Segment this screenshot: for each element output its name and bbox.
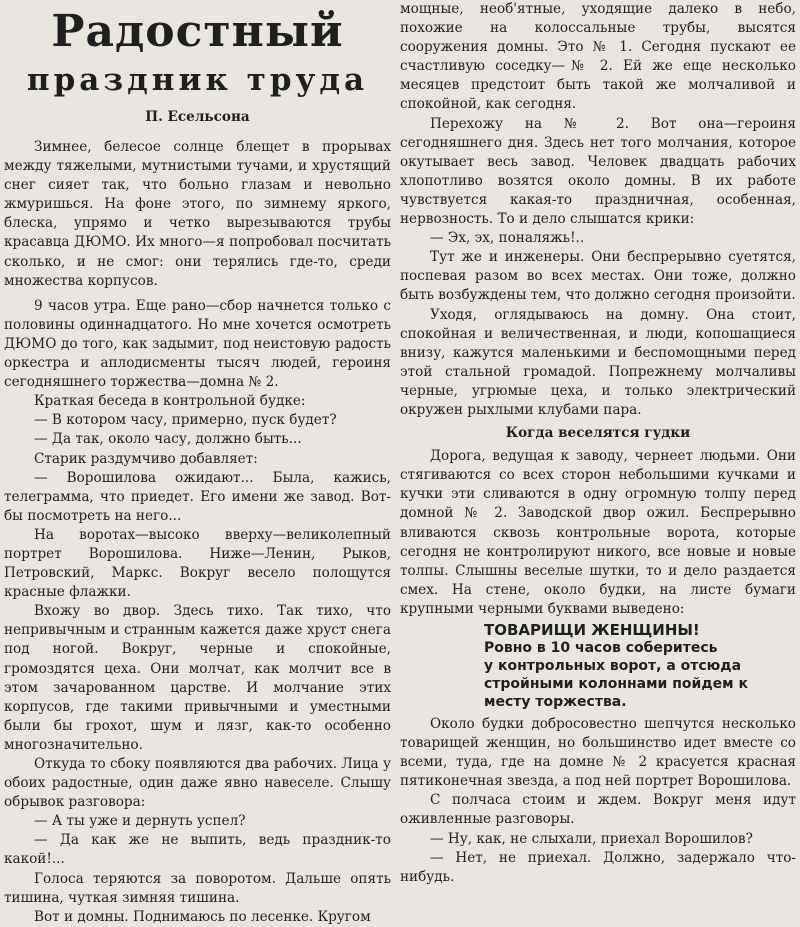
notice-line: Ровно в 10 часов соберитесь (484, 640, 718, 656)
notice-text (484, 621, 796, 711)
dialog-line: — Ворошилова ожидают... Была, кажись, телеграмма, что приедет. Его имени же завод. Вот-бы посмотреть на него... (4, 469, 391, 524)
paragraph: Вхожу во двор. Здесь тихо. Так тихо, что непривычным и странным кажется даже хруст снега под ногой. Вокруг, черные и спокойные, громоздятся цеха. Они молчат, как молчит все в этом зачарованном царстве. И молчание этих корпусов, где такими привычными и уместными были бы грохот, шум и лязг, как-то особенно многозначительно. (4, 603, 391, 753)
paragraph: Старик раздумчиво добавляет: (34, 450, 258, 467)
paragraph: 9 часов утра. Еще рано—сбор начнется только с половины одиннадцатого. Но мне хочется осмотреть ДЮМО до того, как задымит, под неистовую радость оркестра и аплодисменты тысяч людей, героиня сегодняшнего торжества—домна № 2. (4, 297, 391, 391)
dialog-line: — Да как же не выпить, ведь праздник-то какой!... (4, 832, 391, 868)
headline-line-1: Радостный (51, 6, 344, 57)
paragraph: Голоса теряются за поворотом. Дальше опять тишина, чуткая зимняя тишина. (4, 870, 391, 906)
dialog-line: — Эх, эх, поналяжь!.. (430, 230, 585, 247)
paragraph: Дорога, ведущая к заводу, чернеет людьми. Они стягиваются со всех сторон небольшими кучками и кучки эти сливаются в одну огромную толпу перед домной № 2. Заводской двор ожил. Беспрерывно вливаются сквозь контрольные ворота, которые сегодня не контролируют никого, все новые и новые толпы. Слышны веселые шутки, то и дело раздается смех. На стене, около будки, на листе бумаги крупными черными буквами выведено: (400, 448, 796, 617)
left-column (4, 0, 391, 925)
notice-line: стройными колоннами пойдем к (484, 676, 748, 692)
paragraph: Уходя, оглядываюсь на домну. Она стоит, спокойная и величественная, и люди, копошащиеся внизу, кажутся маленькими и беспомощными перед этой стальной громадой. Попрежнему молчаливы черные, угрюмые цеха, и только электрический окружен рыхлыми клубами пара. (400, 306, 796, 418)
paragraph: С полчаса стоим и ждем. Вокруг меня идут оживленные разговоры. (400, 792, 796, 828)
notice-line: ТОВАРИЩИ ЖЕНЩИНЫ! (484, 621, 700, 639)
paragraph: Вот и домны. Поднимаюсь по лесенке. Кругом (34, 908, 371, 925)
dialog-line: — Нет, не приехал. Должно, задержало что-нибудь. (400, 849, 796, 885)
paragraph: Перехожу на № 2. Вот она—героиня сегодняшнего дня. Здесь нет того молчания, которое окутывает весь завод. Человек двадцать рабочих хлопотливо возятся около домны. В их работе чувствуется какая-то праздничная, особенная, нервозность. То и дело слышатся крики: (400, 115, 796, 228)
dialog-line: — Ну, как, не слыхали, приехал Ворошилов? (430, 830, 753, 847)
paragraph: Около будки добросовестно шепчутся несколько товарищей женщин, но большинство идет вместе со всеми, туда, где на домне № 2 красуется красная пятиконечная звезда, а под ней портрет Ворошилова. (400, 716, 796, 790)
dialog-line: — Да так, около часу, должно быть... (34, 431, 302, 448)
paragraph: На воротах—высоко вверху—великолепный портрет Ворошилова. Ниже—Ленин, Рыков, Петровский, Маркс. Вокруг весело полощутся красные флажки. (4, 526, 391, 601)
headline-line-2: праздник труда (26, 62, 369, 98)
paragraph-continued: мощные, необ'ятные, уходящие далеко в небо, похожие на колоссальные трубы, высятся сооружения домны. Это № 1. Сегодня пускают ее счастливую соседку—№ 2. Ей же еще несколько месяцев предстоит быть такой же молчаливой и спокойной, как сегодня. (400, 1, 796, 113)
section-subheading: Когда веселятся гудки (505, 425, 691, 442)
right-column (400, 0, 796, 885)
author-byline: П. Есельсона (145, 109, 250, 125)
dialog-line: — А ты уже и дернуть успел? (34, 813, 246, 830)
paragraph: Откуда то сбоку появляются два рабочих. Лица у обоих радостные, один даже явно навеселе. Слышу обрывок разговора: (4, 756, 391, 811)
dialog-line: — В котором часу, примерно, пуск будет? (34, 412, 337, 429)
notice-line: у контрольных ворот, а отсюда (484, 658, 742, 674)
paragraph: Тут же и инженеры. Они беспрерывно суетятся, поспевая разом во всех местах. Они тоже, должно быть возбуждены тем, что должно сегодня произойти. (400, 249, 796, 304)
paragraph: Краткая беседа в контрольной будке: (34, 393, 306, 410)
paragraph: Зимнее, белесое солнце блещет в прорывах между тяжелыми, мутнистыми тучами, и хрустящий снег сияет так, что больно глазам и невольно жмуришься. На фоне этого, по зимнему яркого, блеска, упрямо и четко вырезываются трубы красавца ДЮМО. Их много—я попробовал посчитать сколько, и не смог: они терялись где-то, среди множества корпусов. (4, 139, 391, 289)
notice-line: месту торжества. (484, 694, 627, 710)
